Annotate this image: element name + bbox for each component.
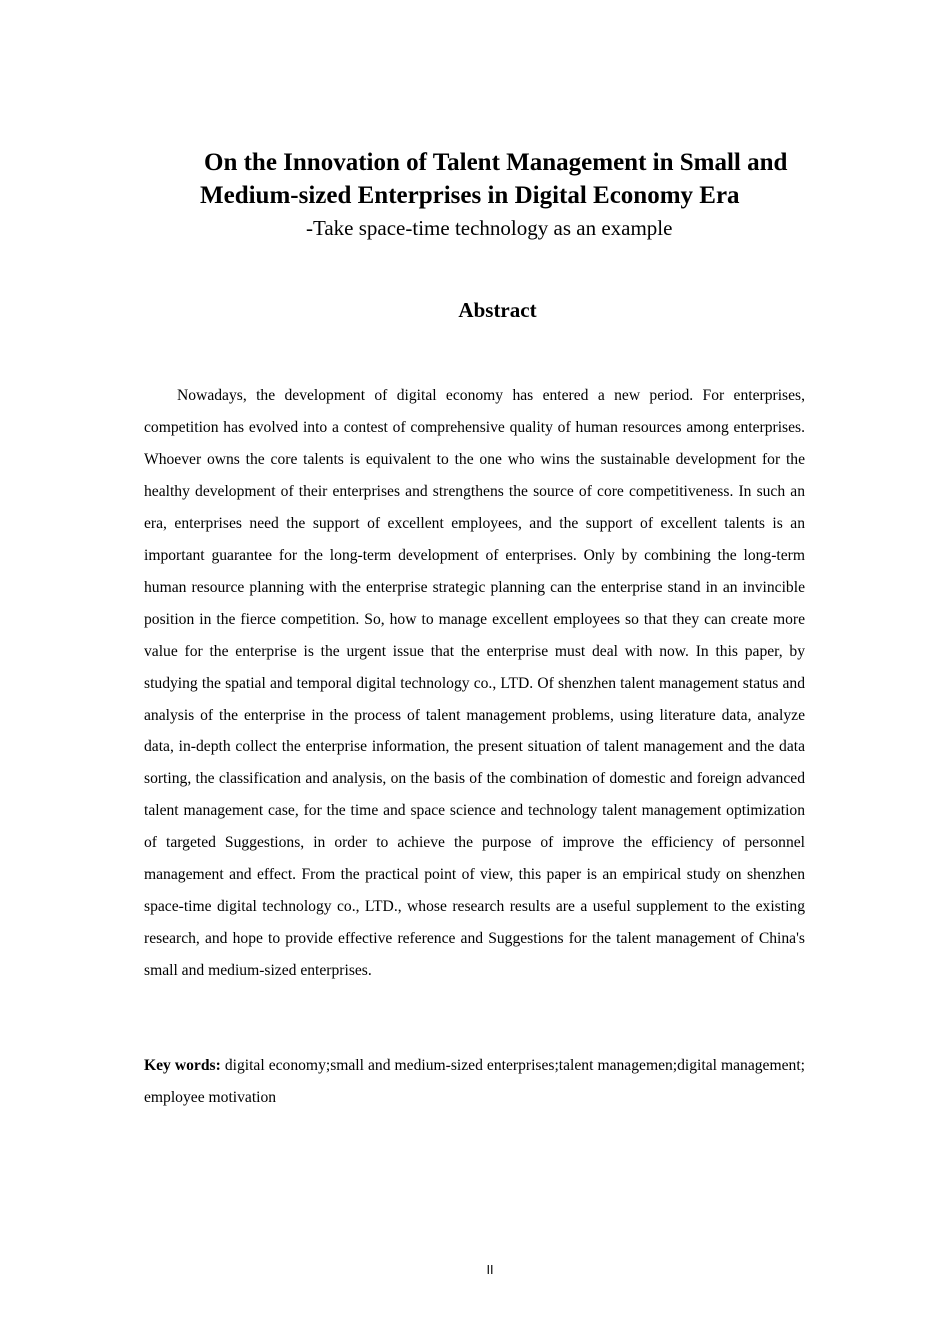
paper-title-line-2: Medium-sized Enterprises in Digital Economy Era (200, 182, 740, 209)
keywords-text: digital economy;small and medium-sized enterprises;talent managemen;digital management; employee motivation (144, 1057, 805, 1106)
page-number: II (486, 1263, 494, 1277)
keywords-paragraph (144, 1050, 805, 1114)
paper-title-line-1: On the Innovation of Talent Management in Small and (204, 149, 788, 176)
paper-subtitle: -Take space-time technology as an example (306, 216, 673, 240)
abstract-heading: Abstract (458, 298, 537, 322)
keywords-label: Key words: (144, 1057, 221, 1074)
abstract-body: Nowadays, the development of digital economy has entered a new period. For enterprises, competition has evolved into a contest of comprehensive quality of human resources among enterprises. Whoever owns the core talents is equivalent to the one who wins the sustainable development for the healthy development of their enterprises and strengthens the source of core competitiveness. In such an era, enterprises need the support of excellent employees, and the support of excellent talents is an important guarantee for the long-term development of enterprises. Only by combining the long-term human resource planning with the enterprise strategic planning can the enterprise stand in an invincible position in the fierce competition. So, how to manage excellent employees so that they can create more value for the enterprise is the urgent issue that the enterprise must deal with now. In this paper, by studying the spatial and temporal digital technology co., LTD. Of shenzhen talent management status and analysis of the enterprise in the process of talent management problems, using literature data, analyze data, in-depth collect the enterprise information, the present situation of talent management and the data sorting, the classification and analysis, on the basis of the combination of domestic and foreign advanced talent management case, for the time and space science and technology talent management optimization of targeted Suggestions, in order to achieve the purpose of improve the efficiency of personnel management and effect. From the practical point of view, this paper is an empirical study on shenzhen space-time digital technology co., LTD., whose research results are a useful supplement to the existing research, and hope to provide effective reference and Suggestions for the talent management of China's small and medium-sized enterprises. (144, 387, 805, 980)
